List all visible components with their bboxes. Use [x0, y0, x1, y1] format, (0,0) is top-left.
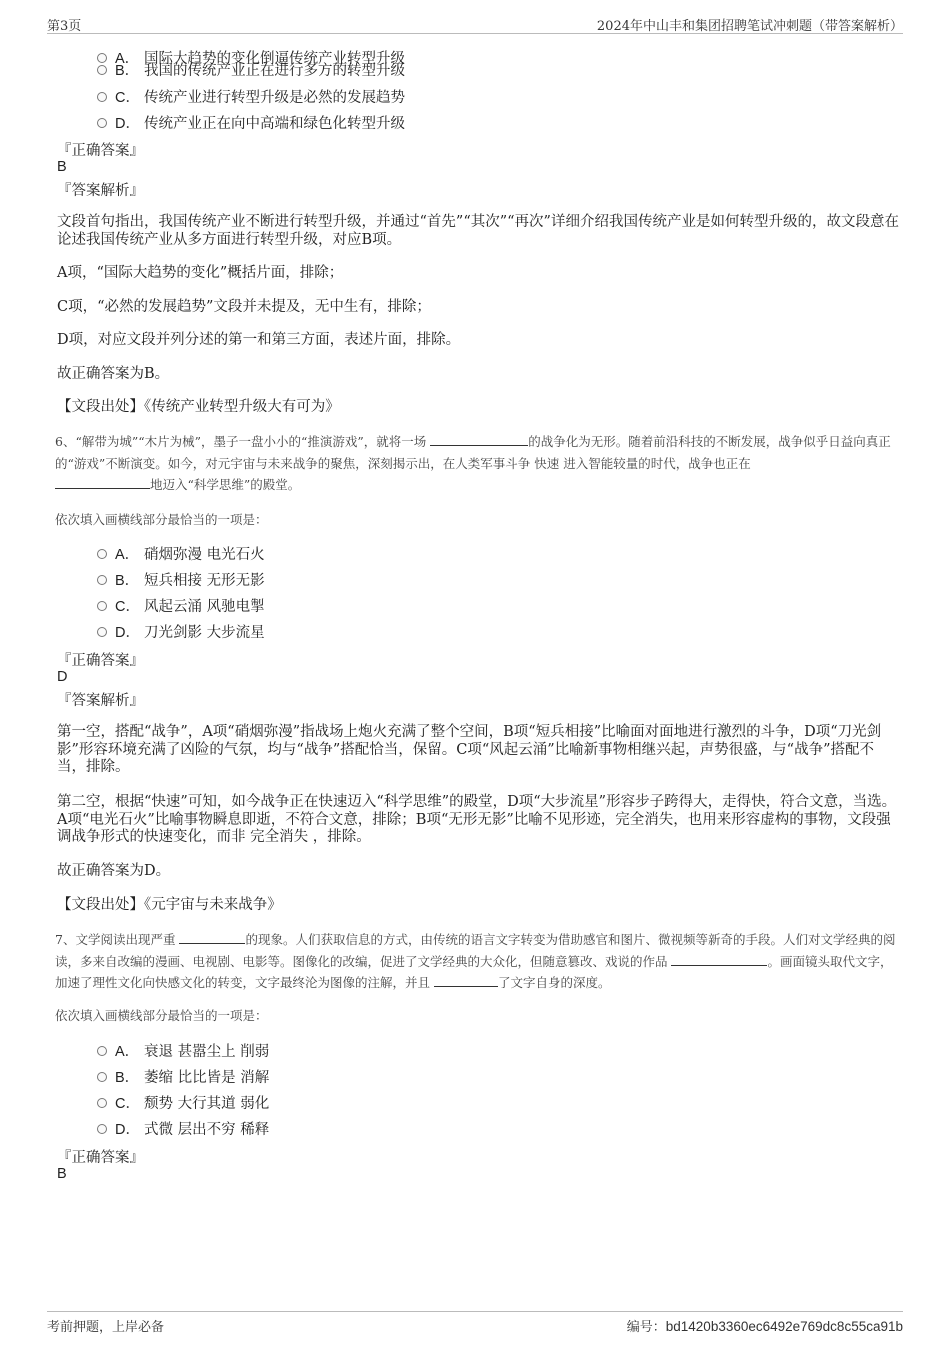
q6-answer-label: 『正确答案』 [57, 653, 144, 669]
q6-instruction: 依次填入画横线部分最恰当的一项是： [55, 512, 268, 527]
q6-analysis-paragraph: 故正确答案为D。 [57, 863, 171, 879]
q6-analysis-label: 『答案解析』 [57, 693, 144, 709]
q7-instruction: 依次填入画横线部分最恰当的一项是： [55, 1008, 268, 1023]
page-footer [47, 1311, 903, 1337]
q5-analysis-paragraph: 文段首句指出，我国传统产业不断进行转型升级，并通过“首先”“其次”“再次”详细介绍我国传统产业是如何转型升级的，故文段意在论述我国传统产业从多方面进行转型升级，对应B项。 [57, 214, 899, 248]
radio-icon[interactable] [97, 627, 107, 637]
radio-icon[interactable] [97, 53, 107, 63]
q5-analysis-label: 『答案解析』 [57, 183, 144, 199]
document-id: 编号：bd1420b3360ec6492e769dc8c55ca91b [626, 1319, 903, 1335]
page-header [47, 14, 903, 34]
q6-answer: D [57, 669, 68, 685]
radio-icon[interactable] [97, 575, 107, 585]
fill-blank [430, 434, 528, 446]
q5-analysis-paragraph: D项，对应文段并列分述的第一和第三方面，表述片面，排除。 [57, 332, 461, 348]
q7-answer-label: 『正确答案』 [57, 1150, 144, 1166]
document-title: 2024年中山丰和集团招聘笔试冲刺题（带答案解析） [596, 19, 903, 34]
q5-analysis-paragraph: 故正确答案为B。 [57, 366, 170, 382]
q6-question-text: 6、“解带为城”“木片为械”，墨子一盘小小的“推演游戏”，就将一场 的战争化为无形。随着前沿科技的不断发展，战争似乎日益向真正的“游戏”不断演变。如今，对元宇宙与未来战争的聚焦，深刻揭示出，在人类军事斗争 快速 进入智能较量的时代，战争也正在 地迈入“科学思维”的殿堂。 [55, 434, 891, 492]
fill-blank [434, 975, 498, 987]
q5-analysis-paragraph: A项，“国际大趋势的变化”概括片面，排除； [57, 265, 344, 281]
q7-question-text: 7、文学阅读出现严重 的现象。人们获取信息的方式，由传统的语言文字转变为借助感官和图片、微视频等新奇的手段。人们对文学经典的阅读，多来自改编的漫画、电视剧、电影等。图像化的改编，促进了文学经典的大众化，但随意篡改、戏说的作品 。画面镜头取代文字，加速了理性文化向快感文化的转变，文字最终沦为图像的注解，并且 了文字自身的深度。 [55, 932, 896, 990]
footer-slogan: 考前押题，上岸必备 [47, 1320, 165, 1335]
q7-answer: B [57, 1166, 67, 1182]
q5-analysis-paragraph: C项，“必然的发展趋势”文段并未提及，无中生有，排除； [57, 299, 431, 315]
fill-blank [671, 954, 767, 966]
radio-icon[interactable] [97, 1124, 107, 1134]
q6-source: 【文段出处】《元宇宙与未来战争》 [57, 897, 282, 913]
radio-icon[interactable] [97, 92, 107, 102]
fill-blank [55, 477, 150, 489]
radio-icon[interactable] [97, 1046, 107, 1056]
q5-source: 【文段出处】《传统产业转型升级大有可为》 [57, 399, 340, 415]
radio-icon[interactable] [97, 65, 107, 75]
radio-icon[interactable] [97, 1098, 107, 1108]
q6-analysis-paragraph: 第二空，根据“快速”可知，如今战争正在快速迈入“科学思维”的殿堂，D项“大步流星”形容步子跨得大，走得快，符合文意，当选。A项“电光石火”比喻事物瞬息即逝，不符合文意，排除；B项“无形无影”比喻不见形迹，完全消失，也用来形容虚构的事物，文段强调战争形式的快速变化，而非 完全消失 ，排除。 [57, 794, 897, 845]
q5-answer-label: 『正确答案』 [57, 143, 144, 159]
q6-analysis-paragraph: 第一空，搭配“战争”，A项“硝烟弥漫”指战场上炮火充满了整个空间，B项“短兵相接”比喻面对面地进行激烈的斗争，D项“刀光剑影”形容环境充满了凶险的气氛，均与“战争”搭配恰当，保留。C项“风起云涌”比喻新事物相继兴起，声势很盛，与“战争”搭配不当，排除。 [57, 724, 882, 775]
q5-answer: B [57, 159, 67, 175]
radio-icon[interactable] [97, 1072, 107, 1082]
page-number: 第3页 [47, 19, 82, 34]
fill-blank [179, 932, 245, 944]
radio-icon[interactable] [97, 118, 107, 128]
radio-icon[interactable] [97, 601, 107, 611]
radio-icon[interactable] [97, 549, 107, 559]
